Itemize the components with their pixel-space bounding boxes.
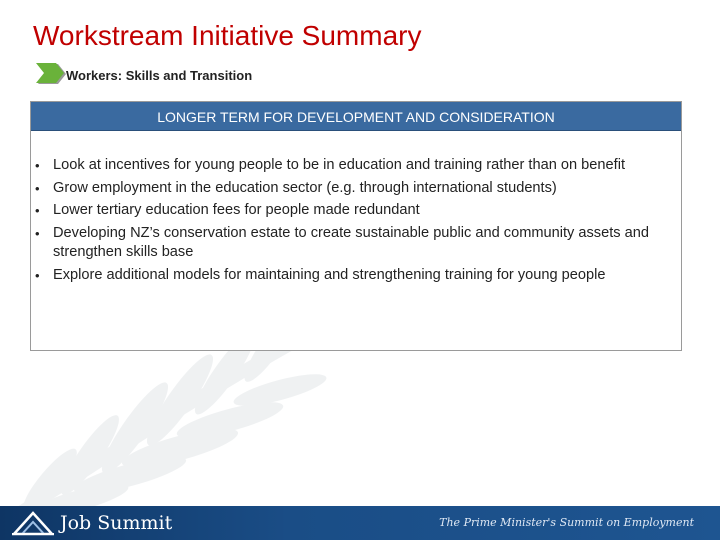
list-item: [31, 201, 671, 221]
bullet-list: [31, 156, 681, 288]
panel-header: LONGER TERM FOR DEVELOPMENT AND CONSIDERATION: [31, 102, 681, 131]
bullet-icon: •: [35, 225, 40, 241]
bullet-icon: •: [35, 203, 40, 218]
footer-bar: [0, 506, 720, 540]
bullet-icon: •: [35, 180, 40, 196]
content-panel: [30, 101, 682, 351]
list-item: [31, 179, 671, 199]
list-item: [31, 266, 671, 286]
chevron-right-icon: [34, 61, 68, 85]
bullet-icon: •: [35, 267, 40, 283]
bullet-text: Developing NZ’s conservation estate to create sustainable public and community assets and strengthen skills base: [53, 224, 649, 260]
logo-text: Job Summit: [60, 512, 173, 534]
bullet-text: Grow employment in the education sector (e.g. through international students): [53, 179, 557, 196]
list-item: [31, 156, 671, 176]
bullet-text: Lower tertiary education fees for people made redundant: [53, 202, 420, 218]
footer-tagline: The Prime Minister's Summit on Employment: [439, 516, 694, 529]
subtitle: Workers: Skills and Transition: [66, 68, 253, 83]
bullet-text: Look at incentives for young people to be in education and training rather than on benefit: [53, 157, 625, 173]
bullet-text: Explore additional models for maintaining and strengthening training for young people: [53, 266, 606, 283]
slide-title: Workstream Initiative Summary: [33, 20, 422, 51]
mountain-logo-icon: [12, 510, 54, 536]
list-item: [31, 224, 671, 263]
bullet-icon: •: [35, 158, 40, 173]
